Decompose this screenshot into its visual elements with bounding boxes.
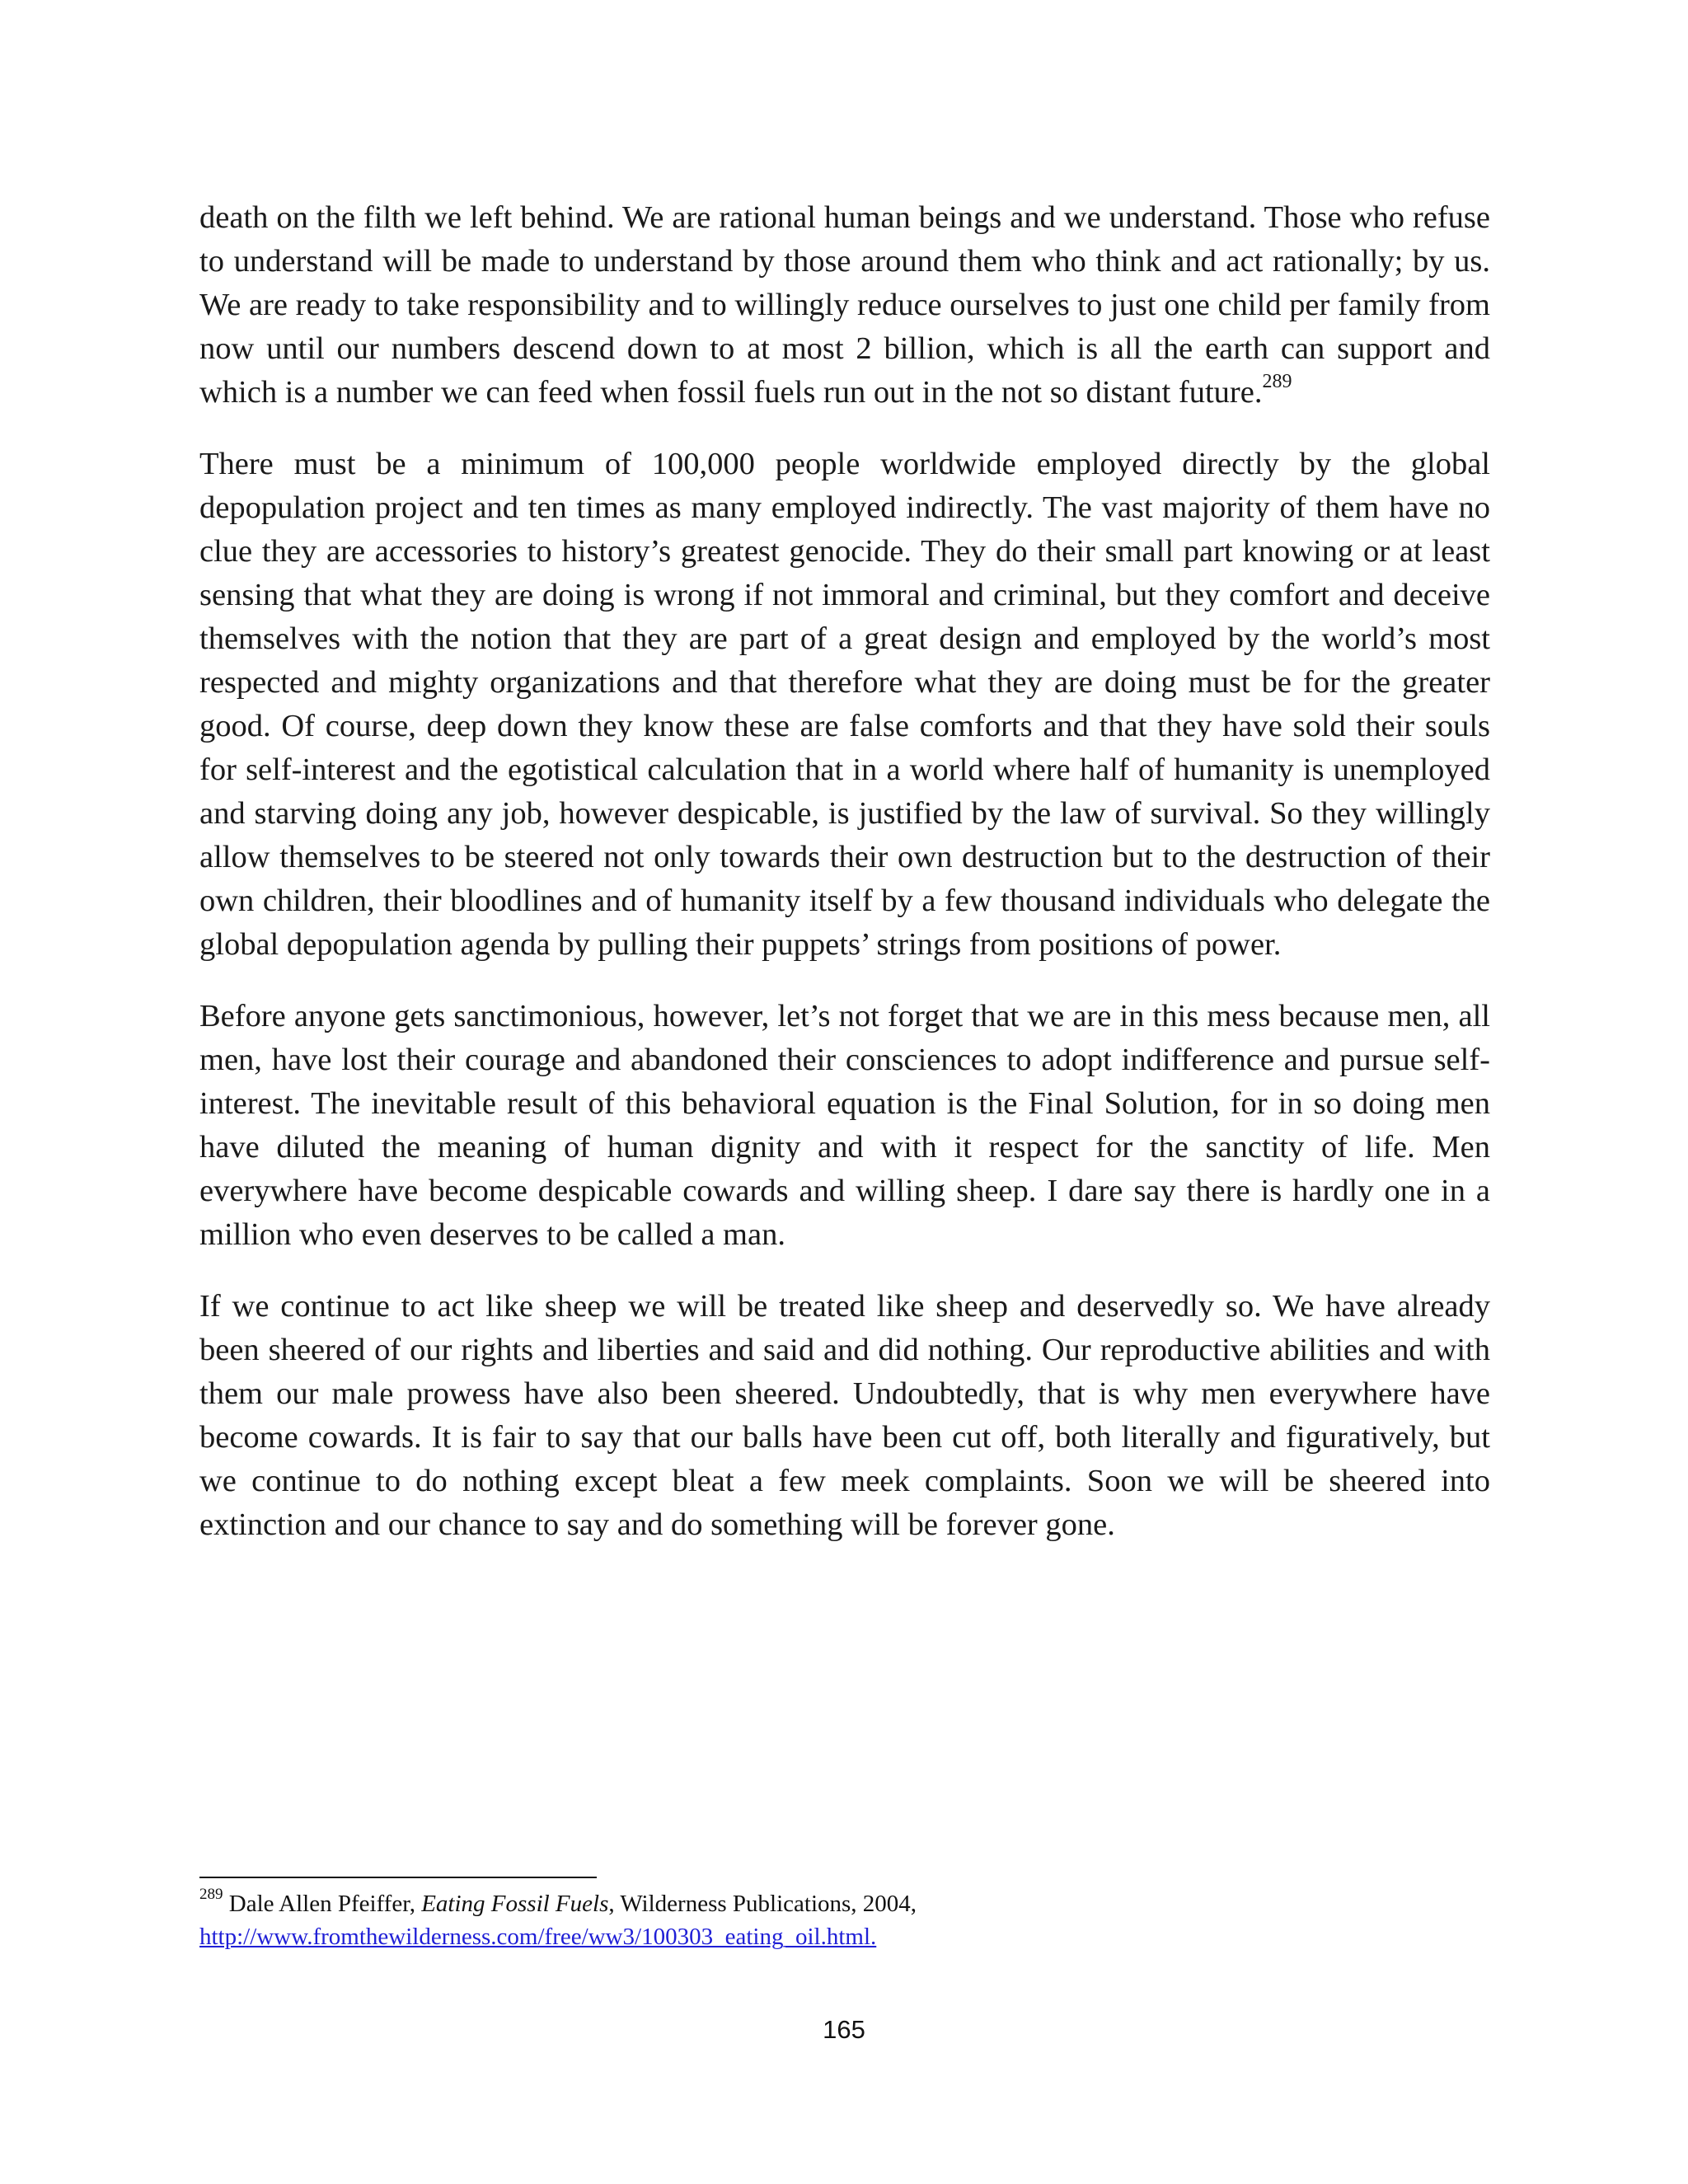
footnote-url-link[interactable]: http://www.fromthewilderness.com/free/ww3/100303_eating_oil.html. bbox=[199, 1924, 877, 1950]
paragraph-2 bbox=[199, 443, 1490, 967]
body-text bbox=[199, 196, 1490, 1575]
paragraph-4-text: If we continue to act like sheep we will be treated like sheep and deservedly so. We have already been sheered of our rights and liberties and said and did nothing. Our reproductive abilities and with them our male prowess have also been sheered. Undoubtedly, that is why men everywhere have become cowards. It is fair to say that our balls have been cut off, both literally and figuratively, but we continue to do nothing except bleat a few meek complaints. Soon we will be sheered into extinction and our chance to say and do something will be forever gone. bbox=[199, 1289, 1490, 1542]
footnote-separator bbox=[199, 1877, 597, 1878]
footnote-author: Dale Allen Pfeiffer, bbox=[228, 1891, 422, 1917]
paragraph-3-text: Before anyone gets sanctimonious, however, let’s not forget that we are in this mess because men, all men, have lost their courage and abandoned their consciences to adopt indifference and pursue self-interest. The inevitable result of this behavioral equation is the Final Solution, for in so doing men have diluted the meaning of human dignity and with it respect for the sanctity of life. Men everywhere have become despicable cowards and willing sheep. I dare say there is hardly one in a million who even deserves to be called a man. bbox=[199, 999, 1490, 1252]
paragraph-1 bbox=[199, 196, 1490, 415]
footnote-number: 289 bbox=[199, 1885, 223, 1903]
footnote-citation-line bbox=[199, 1887, 1490, 1920]
paragraph-3 bbox=[199, 995, 1490, 1257]
footnote-publisher: , Wilderness Publications, 2004, bbox=[608, 1891, 917, 1917]
paragraph-2-text: There must be a minimum of 100,000 people worldwide employed directly by the global depopulation project and ten times as many employed indirectly. The vast majority of them have no clue they are accessories to history’s greatest genocide. They do their small part knowing or at least sensing that what they are doing is wrong if not immoral and criminal, but they comfort and deceive themselves with the notion that they are part of a great design and employed by the world’s most respected and mighty organizations and that therefore what they are doing must be for the greater good. Of course, deep down they know these are false comforts and that they have sold their souls for self-interest and the egotistical calculation that in a world where half of humanity is unemployed and starving doing any job, however despicable, is justified by the law of survival. So they willingly allow themselves to be steered not only towards their own destruction but to the destruction of their own children, their bloodlines and of humanity itself by a few thousand individuals who delegate the global depopulation agenda by pulling their puppets’ strings from positions of power. bbox=[199, 447, 1490, 962]
footnote-title: Eating Fossil Fuels bbox=[421, 1891, 609, 1917]
paragraph-1-text: death on the filth we left behind. We are rational human beings and we understand. Those who refuse to understand will be made to understand by those around them who think and act rationally; by us. We are ready to take responsibility and to willingly reduce ourselves to just one child per family from now until our numbers descend down to at most 2 billion, which is all the earth can support and which is a number we can feed when fossil fuels run out in the not so distant future. bbox=[199, 200, 1490, 410]
paragraph-4 bbox=[199, 1285, 1490, 1547]
page-number: 165 bbox=[823, 2015, 865, 2044]
footnote-reference[interactable]: 289 bbox=[1262, 371, 1292, 392]
footnote-url-line bbox=[199, 1920, 1490, 1953]
footnote bbox=[199, 1887, 1490, 1953]
